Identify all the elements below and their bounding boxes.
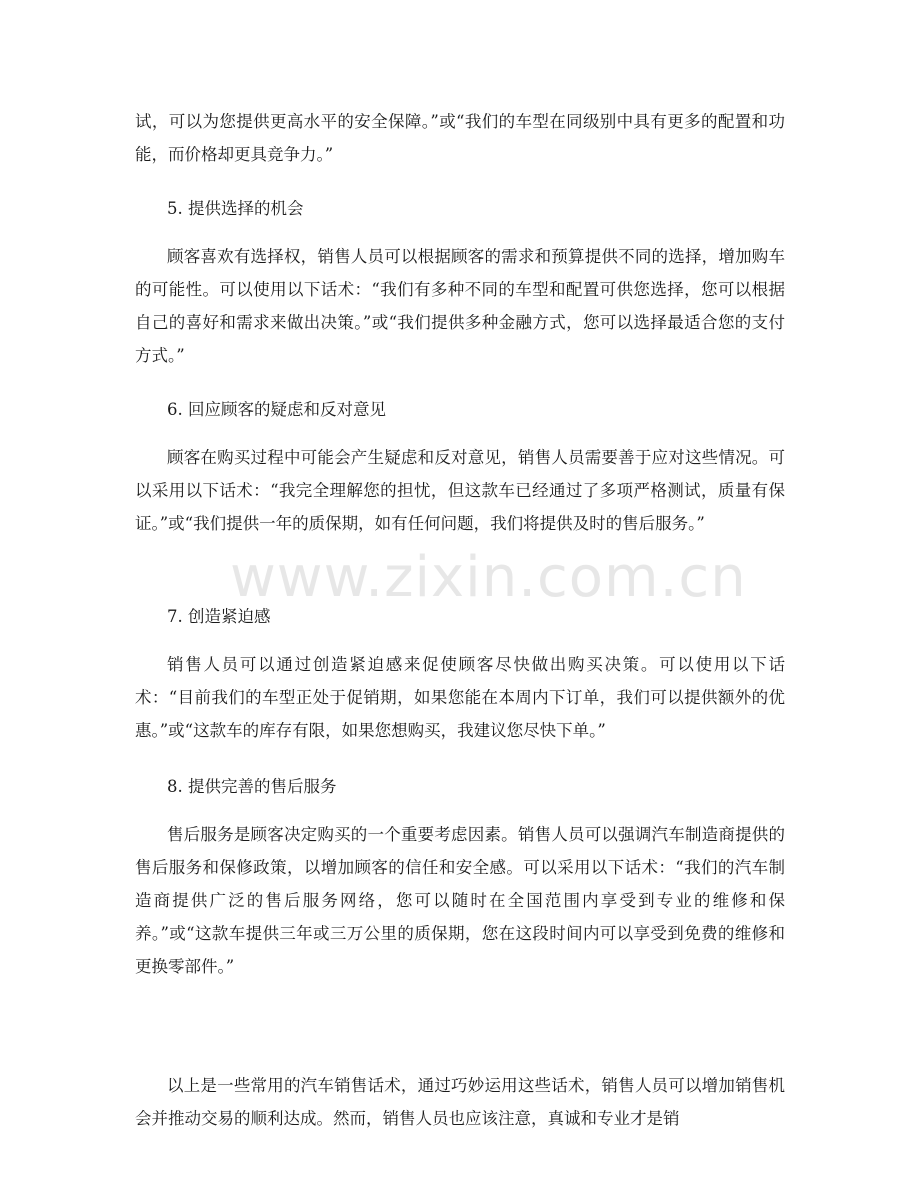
watermark: www.zixin.com.cn — [230, 545, 747, 610]
paragraph-conclusion: 以上是一些常用的汽车销售话术，通过巧妙运用这些话术，销售人员可以增加销售机会并推动交易的顺利达成。然而，销售人员也应该注意，真诚和专业才是销 — [135, 1076, 785, 1128]
paragraph-8: 售后服务是顾客决定购买的一个重要考虑因素。销售人员可以强调汽车制造商提供的售后服务和保修政策，以增加顾客的信任和安全感。可以采用以下话术：“我们的汽车制造商提供广泛的售后服务网络，您可以随时在全国范围内享受到专业的维修和保养。”或“这款车提供三年或三万公里的质保期，您在这段时间内可以享受到免费的维修和更换零部件。” — [135, 825, 785, 976]
heading-6: 6. 回应顾客的疑虑和反对意见 — [167, 400, 386, 419]
heading-5: 5. 提供选择的机会 — [167, 199, 304, 218]
paragraph-continued: 试，可以为您提供更高水平的安全保障。”或“我们的车型在同级别中具有更多的配置和功能，而价格却更具竞争力。” — [135, 112, 785, 164]
paragraph-7: 销售人员可以通过创造紧迫感来促使顾客尽快做出购买决策。可以使用以下话术：“目前我们的车型正处于促销期，如果您能在本周内下订单，我们可以提供额外的优惠。”或“这款车的库存有限，如果您想购买，我建议您尽快下单。” — [135, 655, 785, 740]
paragraph-6: 顾客在购买过程中可能会产生疑虑和反对意见，销售人员需要善于应对这些情况。可以采用以下话术：“我完全理解您的担忧，但这款车已经通过了多项严格测试，质量有保证。”或“我们提供一年的质保期，如有任何问题，我们将提供及时的售后服务。” — [135, 448, 785, 533]
heading-8: 8. 提供完善的售后服务 — [167, 777, 337, 796]
heading-7: 7. 创造紧迫感 — [167, 607, 271, 626]
paragraph-5: 顾客喜欢有选择权，销售人员可以根据顾客的需求和预算提供不同的选择，增加购车的可能性。可以使用以下话术：“我们有多种不同的车型和配置可供您选择，您可以根据自己的喜好和需求来做出决策。”或“我们提供多种金融方式，您可以选择最适合您的支付方式。” — [135, 247, 785, 365]
